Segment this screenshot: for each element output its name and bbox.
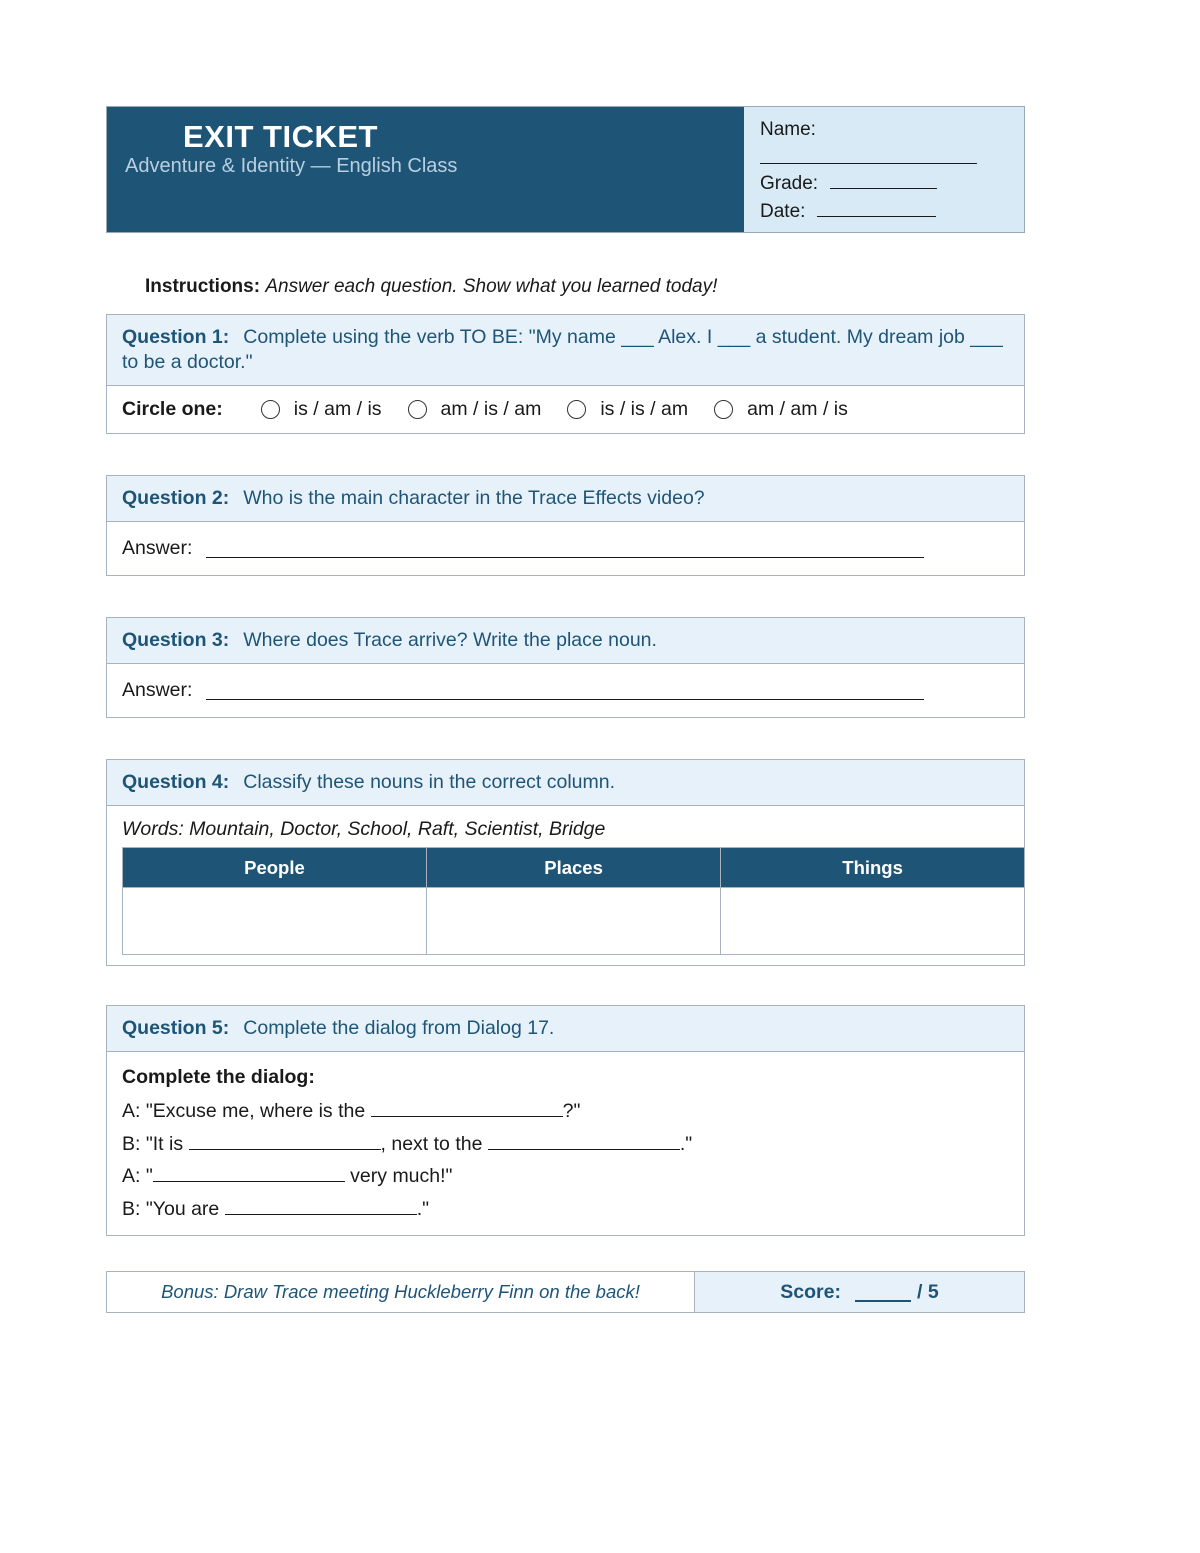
score-total: / 5 — [917, 1280, 939, 1303]
dialog-title: Complete the dialog: — [122, 1066, 315, 1088]
dialog-text: A: "Excuse me, where is the — [122, 1100, 371, 1122]
instructions-text: Answer each question. Show what you learned today! — [265, 276, 718, 297]
question-5 — [106, 1005, 1025, 1236]
question-3-label: Question 3: — [122, 629, 230, 651]
grade-label: Grade: — [760, 173, 819, 194]
radio-circle-icon[interactable] — [714, 400, 733, 419]
dialog-body — [107, 1052, 1024, 1235]
score-box — [695, 1272, 1024, 1312]
dialog-line-3 — [122, 1160, 1009, 1193]
question-2-answer[interactable] — [107, 522, 1024, 575]
exit-ticket-page — [106, 106, 1025, 1303]
dialog-line-2 — [122, 1128, 1009, 1161]
radio-circle-icon[interactable] — [408, 400, 427, 419]
column-people: People — [123, 848, 427, 888]
dialog-blank[interactable] — [488, 1129, 680, 1150]
name-blank[interactable] — [760, 145, 977, 164]
bonus-text: Bonus: Draw Trace meeting Huckleberry Finn on the back! — [107, 1272, 695, 1312]
dialog-blank[interactable] — [189, 1129, 381, 1150]
answer-blank[interactable] — [206, 557, 924, 558]
question-4-header — [107, 760, 1024, 806]
page-subtitle: Adventure & Identity — English Class — [125, 155, 458, 177]
dialog-text: B: "You are — [122, 1197, 225, 1220]
dialog-text: ." — [416, 1197, 430, 1220]
grade-field[interactable] — [760, 170, 937, 195]
name-field[interactable] — [760, 119, 816, 141]
question-1-options — [107, 386, 1024, 433]
question-3-text: Where does Trace arrive? Write the place noun. — [243, 629, 657, 651]
option-3-label: is / is / am — [600, 398, 689, 420]
student-info-box — [744, 107, 1024, 232]
dialog-line-4 — [122, 1193, 1009, 1226]
option-1-label: is / am / is — [293, 398, 382, 420]
question-2 — [106, 475, 1025, 576]
date-label: Date: — [760, 201, 806, 222]
radio-circle-icon[interactable] — [261, 400, 280, 419]
question-2-text: Who is the main character in the Trace Effects video? — [243, 487, 705, 509]
dialog-blank[interactable] — [371, 1096, 563, 1117]
dialog-text: , next to the — [380, 1132, 488, 1155]
answer-label: Answer: — [122, 679, 193, 701]
question-4-text: Classify these nouns in the correct column. — [243, 771, 616, 793]
dialog-text: ." — [679, 1132, 693, 1155]
question-1-label: Question 1: — [122, 326, 230, 348]
answer-blank[interactable] — [206, 699, 924, 700]
date-blank[interactable] — [817, 198, 936, 217]
column-things: Things — [721, 848, 1025, 888]
option-3[interactable] — [567, 398, 688, 421]
option-2[interactable] — [408, 398, 542, 421]
question-1-header — [107, 315, 1024, 386]
places-cell[interactable] — [426, 888, 720, 955]
column-places: Places — [426, 848, 720, 888]
option-1[interactable] — [261, 398, 382, 421]
dialog-text: A: " — [122, 1165, 153, 1187]
question-3-answer[interactable] — [107, 664, 1024, 717]
question-1 — [106, 314, 1025, 434]
answer-label: Answer: — [122, 537, 193, 559]
circle-one-label: Circle one: — [122, 398, 223, 420]
question-4 — [106, 759, 1025, 966]
dialog-text: B: "It is — [122, 1132, 189, 1155]
question-1-text: Complete using the verb TO BE: "My name ___ Alex. I ___ a student. My dream job ___ to be a doctor." — [122, 326, 1003, 373]
score-label: Score: — [780, 1280, 841, 1303]
question-2-label: Question 2: — [122, 487, 230, 509]
people-cell[interactable] — [123, 888, 427, 955]
things-cell[interactable] — [721, 888, 1025, 955]
question-5-text: Complete the dialog from Dialog 17. — [243, 1017, 555, 1039]
question-4-label: Question 4: — [122, 771, 230, 793]
word-list: Words: Mountain, Doctor, School, Raft, Scientist, Bridge — [122, 818, 606, 840]
instructions — [145, 276, 717, 298]
page-title: EXIT TICKET — [183, 119, 378, 154]
question-5-label: Question 5: — [122, 1017, 230, 1039]
question-5-header — [107, 1006, 1024, 1052]
noun-sort-table — [122, 847, 1025, 955]
dialog-blank[interactable] — [225, 1194, 417, 1215]
date-field[interactable] — [760, 198, 936, 223]
score-blank[interactable] — [855, 1282, 911, 1302]
grade-blank[interactable] — [830, 170, 937, 189]
dialog-blank[interactable] — [153, 1161, 345, 1182]
option-4-label: am / am / is — [747, 398, 848, 420]
radio-circle-icon[interactable] — [567, 400, 586, 419]
option-4[interactable] — [714, 398, 848, 421]
name-label: Name: — [760, 119, 816, 140]
option-2-label: am / is / am — [440, 398, 542, 420]
footer — [106, 1271, 1025, 1313]
question-3-header — [107, 618, 1024, 664]
dialog-line-1 — [122, 1095, 1009, 1128]
question-3 — [106, 617, 1025, 718]
dialog-text: ?" — [562, 1100, 581, 1122]
instructions-label: Instructions: — [145, 276, 261, 297]
dialog-text: very much!" — [344, 1165, 453, 1187]
header-banner — [107, 107, 744, 232]
header — [106, 106, 1025, 233]
question-2-header — [107, 476, 1024, 522]
